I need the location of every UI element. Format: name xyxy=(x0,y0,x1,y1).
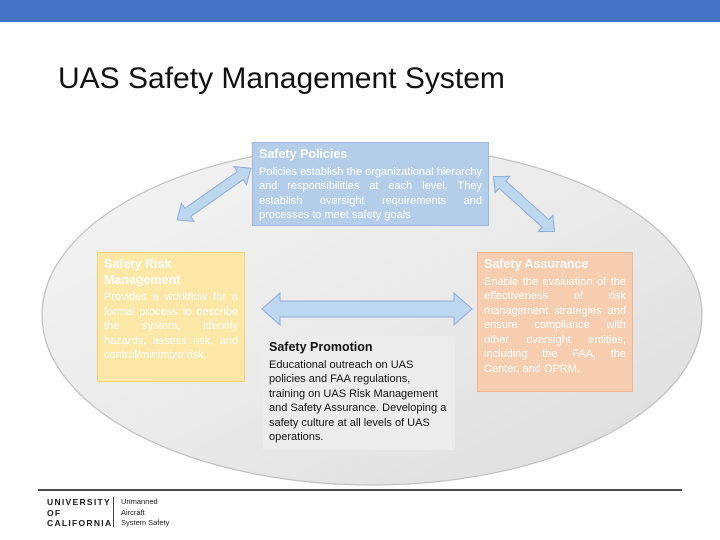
unmanned-aircraft-system-safety-logo xyxy=(121,497,169,529)
uc-logo-line: OF xyxy=(47,507,62,518)
safety-assurance-box xyxy=(477,252,633,392)
safety-policies-title: Safety Policies xyxy=(259,147,348,161)
safety-promotion-box xyxy=(263,336,455,450)
page-title: UAS Safety Management System xyxy=(58,62,505,95)
safety-promotion-text: Educational outreach on UAS policies and FAA regulations, training on UAS Risk Management and Safety Assurance. Developing a safety culture at all levels of UAS operations. xyxy=(269,358,447,444)
logo-divider xyxy=(113,497,114,527)
safety-policies-box xyxy=(252,142,489,226)
safety-promotion-title: Safety Promotion xyxy=(269,340,373,354)
uc-logo-line: UNIVERSITY xyxy=(47,497,112,507)
safety-risk-management-title: Safety Risk Management xyxy=(104,257,181,287)
uas-logo-line: System Safety xyxy=(121,518,170,527)
university-of-california-logo xyxy=(47,497,112,529)
footer-divider xyxy=(38,489,682,491)
safety-risk-management-box xyxy=(97,252,245,382)
safety-assurance-text: Enable the evaluation of the effectiveness of risk management strategies and ensure compliance with other oversight entities, including the FAA, the Center, and OPRM. xyxy=(484,275,626,375)
safety-policies-text: Policies establish the organizational hierarchy and responsibilities at each level. They establish oversight requirements and processes to meet safety goals xyxy=(259,165,482,222)
uas-logo-line: Unmanned xyxy=(121,497,158,506)
safety-assurance-title: Safety Assurance xyxy=(484,257,589,271)
safety-risk-management-text: Provides a workflow for a formal process to describe the system, identify hazards, assess risk, and control/minimize risk. xyxy=(104,291,238,362)
uas-logo-line: Aircraft xyxy=(121,507,145,517)
uc-logo-line: CALIFORNIA xyxy=(47,518,113,528)
